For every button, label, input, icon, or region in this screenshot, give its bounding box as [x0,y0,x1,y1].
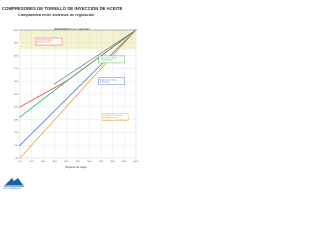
page-title: COMPRESORES DE TORNILLO DE INYECCIÓN DE ACEITE [2,6,123,11]
y-tick-label: 90% [14,42,19,45]
annotation-text-0: Control todo-nada con arranque en vacío [37,39,54,44]
x-tick-label: 20% [41,161,46,163]
chart [0,0,149,198]
series-point-3 [54,83,55,84]
logo-subtext: AIR COMPRESSORS [4,188,22,190]
annotation-text-2: Regulación por válvula de corredera [99,79,117,84]
annotation-text-3: COMPRESOR: Velocidad variable Ajuste de la capacidad en función del consumo [103,115,130,122]
y-tick-label: 0% [15,157,19,160]
logo-mark [5,178,23,185]
annotation-text-1: Regulación por válvula de estrangulación [99,57,117,62]
x-tick-label: 100% [133,161,139,163]
y-tick-label: 30% [14,119,19,122]
x-axis-label: Régimen de carga [65,166,87,169]
series-point-2 [19,116,20,117]
y-tick-label: 60% [14,81,19,83]
x-tick-label: 40% [64,161,69,163]
x-tick-label: 10% [29,161,34,163]
x-tick-label: 70% [99,161,104,163]
y-tick-label: 70% [14,68,19,71]
x-tick-label: 0% [18,161,22,163]
y-tick-label: 80% [14,55,19,58]
y-tick-label: 50% [14,93,19,96]
company-logo [3,176,25,188]
y-tick-label: 100% [12,29,19,32]
series-point-5 [135,29,136,30]
series-point-4 [19,145,20,146]
plot-title: RENDIMIENTO vs. Capacidad [54,28,90,31]
x-tick-label: 60% [87,161,92,163]
x-tick-label: 90% [122,161,127,163]
y-tick-label: 40% [14,106,19,109]
series-point-5 [19,157,20,158]
y-tick-label: 20% [14,132,19,135]
y-tick-label: 10% [14,145,19,147]
x-tick-label: 30% [52,161,57,163]
series-point-2 [66,81,67,82]
page-subtitle: Comparativa entre sistemas de regulación [18,13,95,17]
series-point-1 [19,106,20,107]
x-tick-label: 80% [110,161,115,163]
x-tick-label: 50% [75,161,81,163]
series-point-0 [19,29,20,30]
